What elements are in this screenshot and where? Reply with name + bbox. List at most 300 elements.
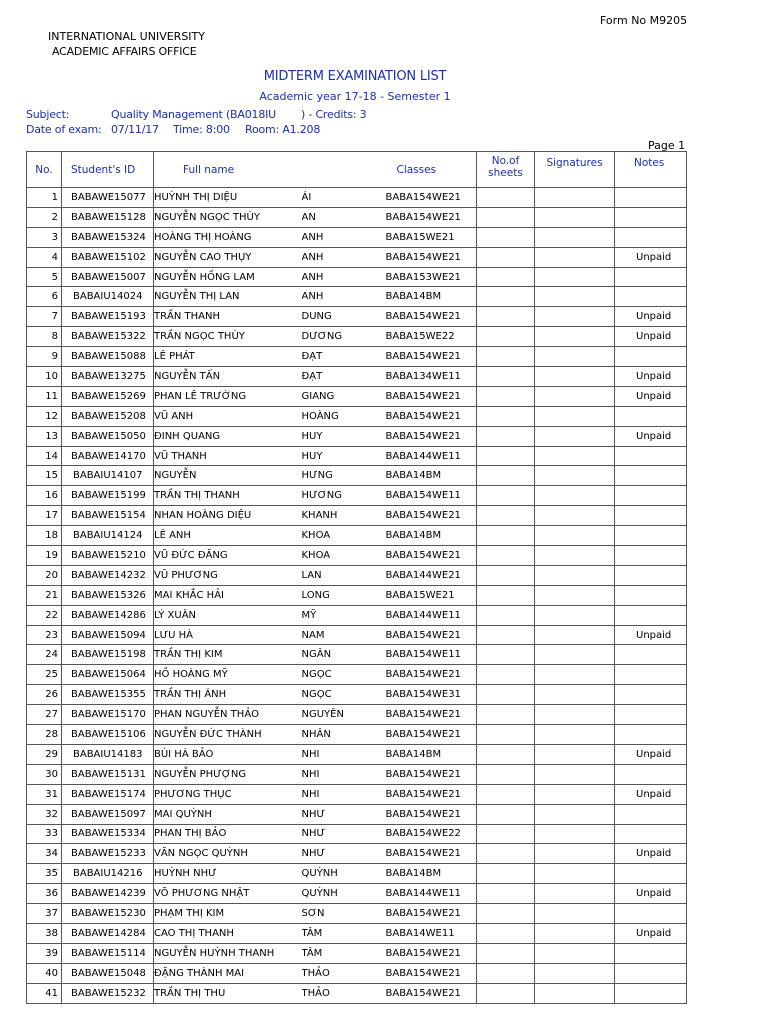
cell-full-name: VĂN NGỌC QUỲNH [154, 844, 302, 864]
cell-given-name: ÁI [302, 188, 384, 208]
cell-signature [535, 406, 615, 426]
cell-no: 5 [27, 267, 62, 287]
cell-full-name: LÊ PHÁT [154, 347, 302, 367]
table-row [27, 705, 687, 725]
cell-full-name: PHAN THỊ BẢO [154, 824, 302, 844]
cell-signature [535, 685, 615, 705]
cell-classes: BABA154WE21 [384, 665, 477, 685]
cell-no: 13 [27, 426, 62, 446]
cell-given-name: KHANH [302, 506, 384, 526]
cell-classes: BABA154WE22 [384, 824, 477, 844]
cell-signature [535, 844, 615, 864]
cell-classes: BABA154WE21 [384, 506, 477, 526]
cell-given-name: NHI [302, 764, 384, 784]
cell-notes [615, 585, 687, 605]
university-name: INTERNATIONAL UNIVERSITY [48, 30, 205, 43]
cell-full-name: CAO THỊ THANH [154, 923, 302, 943]
cell-signature [535, 227, 615, 247]
cell-given-name: TÂM [302, 923, 384, 943]
cell-given-name: NGỌC [302, 665, 384, 685]
cell-notes [615, 565, 687, 585]
cell-notes [615, 227, 687, 247]
table-row [27, 625, 687, 645]
cell-notes [615, 526, 687, 546]
cell-sheets [477, 904, 535, 924]
cell-sheets [477, 824, 535, 844]
cell-no: 23 [27, 625, 62, 645]
col-header-notes: Notes [615, 152, 687, 188]
cell-student-id: BABAWE15077 [62, 188, 154, 208]
cell-full-name: ĐẶNG THÀNH MAI [154, 963, 302, 983]
cell-classes: BABA14WE11 [384, 923, 477, 943]
cell-sheets [477, 267, 535, 287]
cell-signature [535, 725, 615, 745]
cell-no: 21 [27, 585, 62, 605]
cell-sheets [477, 784, 535, 804]
cell-notes: Unpaid [615, 884, 687, 904]
cell-no: 39 [27, 943, 62, 963]
cell-given-name: KHOA [302, 546, 384, 566]
cell-sheets [477, 725, 535, 745]
cell-notes: Unpaid [615, 784, 687, 804]
cell-no: 28 [27, 725, 62, 745]
cell-sheets [477, 327, 535, 347]
cell-no: 11 [27, 386, 62, 406]
col-header-no: No. [27, 152, 62, 188]
cell-classes: BABA154WE11 [384, 486, 477, 506]
cell-no: 41 [27, 983, 62, 1003]
cell-given-name: TÂM [302, 943, 384, 963]
cell-classes: BABA154WE21 [384, 784, 477, 804]
subject-value: Quality Management (BA018IU [111, 108, 277, 121]
table-row [27, 784, 687, 804]
cell-no: 32 [27, 804, 62, 824]
cell-given-name: LAN [302, 565, 384, 585]
cell-classes: BABA154WE21 [384, 406, 477, 426]
cell-given-name: ANH [302, 267, 384, 287]
table-row [27, 307, 687, 327]
cell-classes: BABA14BM [384, 744, 477, 764]
date-value: 07/11/17 [111, 123, 159, 136]
cell-no: 25 [27, 665, 62, 685]
cell-no: 10 [27, 367, 62, 387]
cell-notes: Unpaid [615, 247, 687, 267]
cell-student-id: BABAWE14239 [62, 884, 154, 904]
cell-notes [615, 963, 687, 983]
cell-student-id: BABAWE15088 [62, 347, 154, 367]
cell-full-name: HUỲNH NHƯ [154, 864, 302, 884]
cell-classes: BABA154WE21 [384, 546, 477, 566]
cell-signature [535, 884, 615, 904]
cell-signature [535, 705, 615, 725]
cell-notes [615, 406, 687, 426]
cell-student-id: BABAWE15198 [62, 645, 154, 665]
cell-given-name: HƯƠNG [302, 486, 384, 506]
cell-student-id: BABAWE15064 [62, 665, 154, 685]
cell-classes: BABA154WE21 [384, 426, 477, 446]
cell-full-name: NGUYỄN [154, 466, 302, 486]
cell-signature [535, 963, 615, 983]
table-row [27, 744, 687, 764]
cell-notes [615, 824, 687, 844]
cell-notes: Unpaid [615, 625, 687, 645]
cell-signature [535, 207, 615, 227]
cell-full-name: LƯU HÀ [154, 625, 302, 645]
cell-classes: BABA154WE31 [384, 685, 477, 705]
cell-notes [615, 685, 687, 705]
cell-no: 40 [27, 963, 62, 983]
cell-sheets [477, 983, 535, 1003]
cell-classes: BABA154WE21 [384, 347, 477, 367]
cell-notes [615, 207, 687, 227]
table-row [27, 446, 687, 466]
cell-no: 18 [27, 526, 62, 546]
table-row [27, 546, 687, 566]
cell-sheets [477, 446, 535, 466]
cell-sheets [477, 307, 535, 327]
cell-sheets [477, 963, 535, 983]
cell-signature [535, 307, 615, 327]
cell-student-id: BABAWE15355 [62, 685, 154, 705]
cell-full-name: NHAN HOÀNG DIỆU [154, 506, 302, 526]
cell-classes: BABA14BM [384, 526, 477, 546]
table-row [27, 406, 687, 426]
cell-classes: BABA15WE21 [384, 585, 477, 605]
table-row [27, 804, 687, 824]
cell-full-name: TRẦN THỊ THANH [154, 486, 302, 506]
cell-student-id: BABAWE14232 [62, 565, 154, 585]
cell-student-id: BABAWE15154 [62, 506, 154, 526]
cell-classes: BABA154WE21 [384, 207, 477, 227]
cell-no: 4 [27, 247, 62, 267]
cell-full-name: NGUYỄN THỊ LAN [154, 287, 302, 307]
cell-given-name: MỸ [302, 605, 384, 625]
cell-sheets [477, 625, 535, 645]
cell-full-name: ĐINH QUANG [154, 426, 302, 446]
cell-given-name: NAM [302, 625, 384, 645]
cell-student-id: BABAIU14124 [62, 526, 154, 546]
cell-full-name: LÝ XUÂN [154, 605, 302, 625]
cell-given-name: SƠN [302, 904, 384, 924]
cell-student-id: BABAIU14024 [62, 287, 154, 307]
cell-no: 24 [27, 645, 62, 665]
cell-student-id: BABAWE15007 [62, 267, 154, 287]
table-row [27, 864, 687, 884]
table-row [27, 367, 687, 387]
table-row [27, 247, 687, 267]
cell-notes [615, 804, 687, 824]
cell-full-name: NGUYỄN ĐỨC THÀNH [154, 725, 302, 745]
cell-sheets [477, 844, 535, 864]
cell-signature [535, 367, 615, 387]
office-name: ACADEMIC AFFAIRS OFFICE [52, 45, 197, 58]
cell-full-name: PHAN NGUYỄN THẢO [154, 705, 302, 725]
cell-no: 36 [27, 884, 62, 904]
cell-given-name: ANH [302, 247, 384, 267]
cell-signature [535, 864, 615, 884]
cell-classes: BABA144WE11 [384, 605, 477, 625]
cell-no: 30 [27, 764, 62, 784]
date-label: Date of exam: [26, 123, 102, 136]
table-row [27, 585, 687, 605]
cell-sheets [477, 526, 535, 546]
cell-student-id: BABAWE15208 [62, 406, 154, 426]
cell-classes: BABA154WE21 [384, 307, 477, 327]
table-row [27, 506, 687, 526]
cell-signature [535, 784, 615, 804]
cell-student-id: BABAWE15233 [62, 844, 154, 864]
cell-full-name: NGUYỄN NGỌC THÙY [154, 207, 302, 227]
cell-signature [535, 506, 615, 526]
cell-signature [535, 546, 615, 566]
cell-no: 1 [27, 188, 62, 208]
cell-full-name: VŨ ĐỨC ĐĂNG [154, 546, 302, 566]
table-row [27, 844, 687, 864]
cell-student-id: BABAWE13275 [62, 367, 154, 387]
cell-student-id: BABAWE15324 [62, 227, 154, 247]
cell-classes: BABA154WE21 [384, 804, 477, 824]
cell-student-id: BABAWE15094 [62, 625, 154, 645]
cell-given-name: LONG [302, 585, 384, 605]
cell-no: 6 [27, 287, 62, 307]
cell-student-id: BABAIU14107 [62, 466, 154, 486]
page-number: Page 1 [648, 139, 686, 152]
cell-signature [535, 943, 615, 963]
cell-signature [535, 327, 615, 347]
cell-sheets [477, 386, 535, 406]
cell-classes: BABA14BM [384, 864, 477, 884]
cell-student-id: BABAIU14216 [62, 864, 154, 884]
cell-no: 35 [27, 864, 62, 884]
cell-notes: Unpaid [615, 744, 687, 764]
cell-full-name: NGUYỄN HỒNG LAM [154, 267, 302, 287]
cell-signature [535, 923, 615, 943]
table-row [27, 466, 687, 486]
cell-given-name: KHOA [302, 526, 384, 546]
academic-year: Academic year 17-18 - Semester 1 [259, 90, 451, 103]
cell-full-name: TRẦN NGỌC THÙY [154, 327, 302, 347]
cell-classes: BABA154WE11 [384, 645, 477, 665]
cell-given-name: DƯƠNG [302, 327, 384, 347]
cell-classes: BABA154WE21 [384, 764, 477, 784]
cell-no: 8 [27, 327, 62, 347]
cell-sheets [477, 207, 535, 227]
cell-student-id: BABAWE15114 [62, 943, 154, 963]
cell-classes: BABA144WE21 [384, 565, 477, 585]
cell-signature [535, 426, 615, 446]
cell-full-name: TRẦN THANH [154, 307, 302, 327]
cell-signature [535, 565, 615, 585]
cell-no: 17 [27, 506, 62, 526]
cell-no: 27 [27, 705, 62, 725]
cell-student-id: BABAWE15210 [62, 546, 154, 566]
cell-given-name: NHƯ [302, 844, 384, 864]
cell-signature [535, 188, 615, 208]
table-row [27, 347, 687, 367]
cell-sheets [477, 764, 535, 784]
table-row [27, 227, 687, 247]
cell-classes: BABA14BM [384, 287, 477, 307]
cell-no: 16 [27, 486, 62, 506]
cell-signature [535, 904, 615, 924]
cell-given-name: HUY [302, 426, 384, 446]
cell-given-name: QUỲNH [302, 864, 384, 884]
cell-sheets [477, 247, 535, 267]
table-row [27, 287, 687, 307]
cell-signature [535, 267, 615, 287]
cell-signature [535, 347, 615, 367]
cell-given-name: THẢO [302, 963, 384, 983]
cell-student-id: BABAWE15174 [62, 784, 154, 804]
cell-full-name: HOÀNG THỊ HOÀNG [154, 227, 302, 247]
cell-sheets [477, 804, 535, 824]
cell-signature [535, 824, 615, 844]
cell-given-name: NGÂN [302, 645, 384, 665]
cell-full-name: BÙI HÀ BẢO [154, 744, 302, 764]
cell-classes: BABA154WE21 [384, 844, 477, 864]
cell-sheets [477, 705, 535, 725]
col-header-given-name [302, 152, 384, 188]
cell-notes: Unpaid [615, 386, 687, 406]
cell-student-id: BABAWE15128 [62, 207, 154, 227]
cell-classes: BABA14BM [384, 466, 477, 486]
cell-sheets [477, 227, 535, 247]
cell-sheets [477, 347, 535, 367]
cell-student-id: BABAWE15269 [62, 386, 154, 406]
cell-given-name: ĐẠT [302, 347, 384, 367]
cell-student-id: BABAIU14183 [62, 744, 154, 764]
cell-full-name: VŨ PHƯƠNG [154, 565, 302, 585]
cell-student-id: BABAWE15131 [62, 764, 154, 784]
cell-full-name: PHAN LÊ TRƯỜNG [154, 386, 302, 406]
cell-sheets [477, 645, 535, 665]
table-row [27, 904, 687, 924]
cell-notes [615, 486, 687, 506]
cell-signature [535, 446, 615, 466]
cell-student-id: BABAWE15170 [62, 705, 154, 725]
table-row [27, 725, 687, 745]
cell-sheets [477, 565, 535, 585]
cell-sheets [477, 665, 535, 685]
cell-no: 12 [27, 406, 62, 426]
cell-student-id: BABAWE15232 [62, 983, 154, 1003]
cell-sheets [477, 923, 535, 943]
cell-notes [615, 904, 687, 924]
cell-signature [535, 247, 615, 267]
cell-sheets [477, 466, 535, 486]
col-header-sheets-line2: sheets [488, 167, 523, 179]
cell-classes: BABA15WE22 [384, 327, 477, 347]
cell-signature [535, 585, 615, 605]
table-row [27, 207, 687, 227]
cell-full-name: LÊ ANH [154, 526, 302, 546]
cell-given-name: NHƯ [302, 804, 384, 824]
table-row [27, 884, 687, 904]
cell-sheets [477, 585, 535, 605]
cell-student-id: BABAWE15199 [62, 486, 154, 506]
cell-full-name: MAI QUỲNH [154, 804, 302, 824]
table-row [27, 426, 687, 446]
cell-notes [615, 665, 687, 685]
cell-classes: BABA154WE21 [384, 904, 477, 924]
table-row [27, 685, 687, 705]
exam-time: Time: 8:00 [173, 123, 230, 136]
cell-signature [535, 764, 615, 784]
cell-no: 33 [27, 824, 62, 844]
cell-student-id: BABAWE15097 [62, 804, 154, 824]
cell-notes [615, 466, 687, 486]
cell-notes [615, 645, 687, 665]
cell-no: 34 [27, 844, 62, 864]
cell-classes: BABA144WE11 [384, 446, 477, 466]
cell-notes [615, 864, 687, 884]
cell-given-name: QUỲNH [302, 884, 384, 904]
col-header-sheets-line1: No.of [491, 155, 520, 167]
cell-signature [535, 287, 615, 307]
cell-full-name: NGUYỄN CAO THỤY [154, 247, 302, 267]
cell-no: 3 [27, 227, 62, 247]
cell-notes: Unpaid [615, 307, 687, 327]
table-header-row [27, 152, 687, 188]
cell-given-name: ANH [302, 287, 384, 307]
cell-sheets [477, 188, 535, 208]
cell-student-id: BABAWE15334 [62, 824, 154, 844]
cell-notes [615, 506, 687, 526]
cell-notes [615, 347, 687, 367]
cell-sheets [477, 744, 535, 764]
table-row [27, 486, 687, 506]
exam-list-table [26, 151, 687, 1004]
cell-given-name: THẢO [302, 983, 384, 1003]
cell-notes [615, 725, 687, 745]
cell-notes: Unpaid [615, 844, 687, 864]
cell-notes [615, 287, 687, 307]
col-header-signatures: Signatures [535, 152, 615, 188]
cell-notes: Unpaid [615, 923, 687, 943]
subject-label: Subject: [26, 108, 70, 121]
cell-no: 19 [27, 546, 62, 566]
cell-full-name: HUỲNH THỊ DIỆU [154, 188, 302, 208]
cell-notes [615, 188, 687, 208]
cell-classes: BABA154WE21 [384, 386, 477, 406]
cell-no: 26 [27, 685, 62, 705]
cell-full-name: HỒ HOÀNG MỸ [154, 665, 302, 685]
cell-sheets [477, 506, 535, 526]
form-number: Form No M9205 [600, 14, 688, 27]
table-row [27, 963, 687, 983]
credits: ) - Credits: 3 [301, 108, 367, 121]
cell-notes [615, 943, 687, 963]
cell-classes: BABA154WE21 [384, 963, 477, 983]
cell-classes: BABA154WE21 [384, 705, 477, 725]
col-header-full-name: Full name [154, 152, 302, 188]
cell-signature [535, 665, 615, 685]
cell-given-name: DUNG [302, 307, 384, 327]
cell-classes: BABA154WE21 [384, 725, 477, 745]
cell-notes: Unpaid [615, 426, 687, 446]
cell-given-name: NGỌC [302, 685, 384, 705]
cell-signature [535, 625, 615, 645]
cell-sheets [477, 605, 535, 625]
table-row [27, 645, 687, 665]
document-title: MIDTERM EXAMINATION LIST [263, 69, 447, 84]
cell-classes: BABA134WE11 [384, 367, 477, 387]
cell-student-id: BABAWE15048 [62, 963, 154, 983]
cell-sheets [477, 685, 535, 705]
cell-notes [615, 983, 687, 1003]
cell-student-id: BABAWE14286 [62, 605, 154, 625]
cell-student-id: BABAWE15230 [62, 904, 154, 924]
